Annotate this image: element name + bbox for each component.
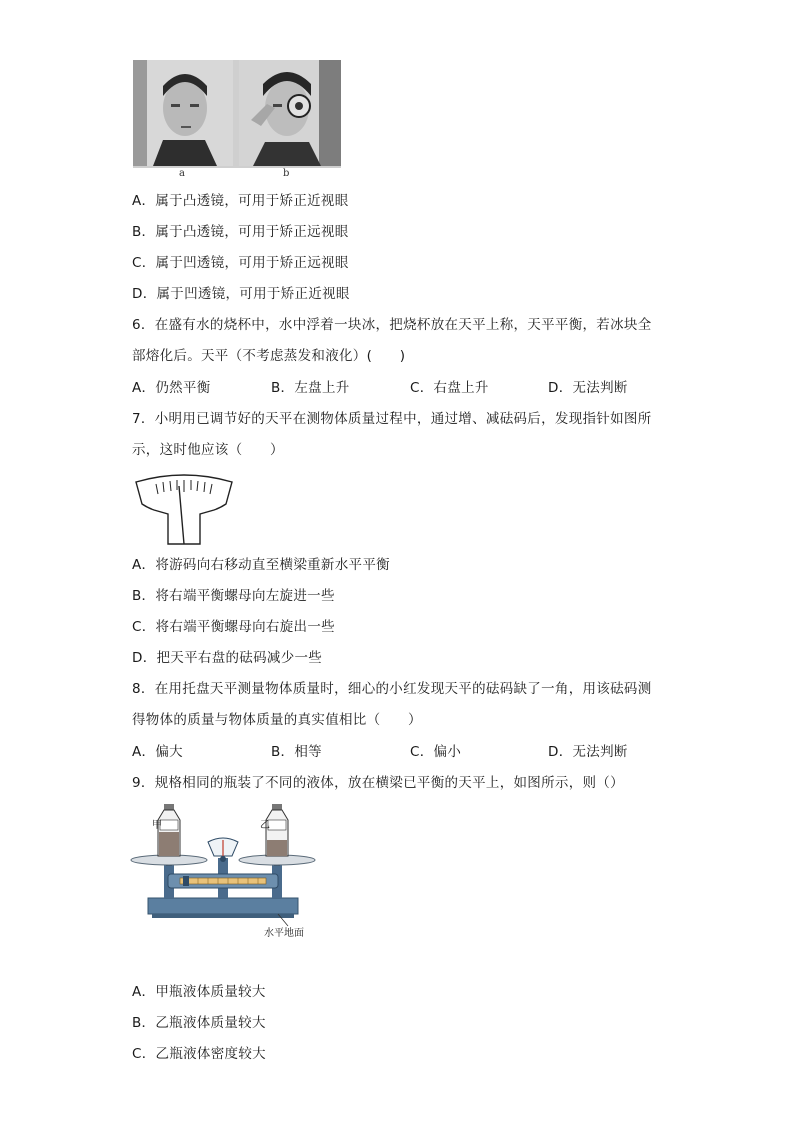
q7-option-c: C．将右端平衡螺母向右旋出一些 [132, 619, 335, 635]
caption-a: a [179, 168, 185, 179]
q8-stem-line1: 8．在用托盘天平测量物体质量时，细心的小红发现天平的砝码缺了一角，用该砝码测 [132, 681, 652, 697]
q5-option-b: B．属于凸透镜，可用于矫正远视眼 [132, 224, 349, 240]
q7-option-d: D．把天平右盘的砝码减少一些 [132, 650, 323, 666]
q7-option-b: B．将右端平衡螺母向左旋进一些 [132, 588, 335, 604]
q9-option-a: A．甲瓶液体质量较大 [132, 984, 266, 1000]
q6-option-d: D．无法判断 [548, 380, 628, 396]
q6-option-a: A．仍然平衡 [132, 380, 211, 396]
lens-photo-svg [133, 60, 341, 184]
q5-option-d: D．属于凹透镜，可用于矫正近视眼 [132, 286, 350, 302]
q5-option-c: C．属于凹透镜，可用于矫正远视眼 [132, 255, 349, 271]
caption-b: b [283, 168, 290, 179]
q9-stem: 9．规格相同的瓶装了不同的液体，放在横梁已平衡的天平上，如图所示，则（） [132, 775, 624, 791]
pointer-scale-figure [134, 474, 234, 546]
q9-option-b: B．乙瓶液体质量较大 [132, 1015, 266, 1031]
ground-label: 水平地面 [264, 928, 304, 939]
q8-stem-line2: 得物体的质量与物体质量的真实值相比（ ） [132, 712, 422, 728]
q6-stem-line1: 6．在盛有水的烧杯中，水中浮着一块冰，把烧杯放在天平上称，天平平衡，若冰块全 [132, 317, 652, 333]
photo-a [133, 60, 233, 166]
q5-option-a: A．属于凸透镜，可用于矫正近视眼 [132, 193, 349, 209]
lens-photo-figure [133, 60, 341, 184]
q9-option-c: C．乙瓶液体密度较大 [132, 1046, 266, 1062]
q8-option-c: C．偏小 [410, 744, 462, 760]
q7-stem-line1: 7．小明用已调节好的天平在测物体质量过程中，通过增、减砝码后，发现指针如图所 [132, 411, 652, 427]
q6-option-b: B．左盘上升 [271, 380, 350, 396]
bottle-label-jia: 甲 [152, 820, 162, 831]
balance-bottles-figure [128, 804, 318, 940]
q8-option-b: B．相等 [271, 744, 322, 760]
q8-option-d: D．无法判断 [548, 744, 628, 760]
q6-stem-line2: 部熔化后。天平（不考虑蒸发和液化）( ) [132, 348, 406, 364]
bottle-label-yi: 乙 [260, 820, 270, 831]
q7-stem-line2: 示，这时他应该（ ） [132, 442, 284, 458]
q7-option-a: A．将游码向右移动直至横梁重新水平平衡 [132, 557, 390, 573]
photo-b [239, 60, 341, 166]
q6-option-c: C．右盘上升 [410, 380, 489, 396]
q8-option-a: A．偏大 [132, 744, 183, 760]
